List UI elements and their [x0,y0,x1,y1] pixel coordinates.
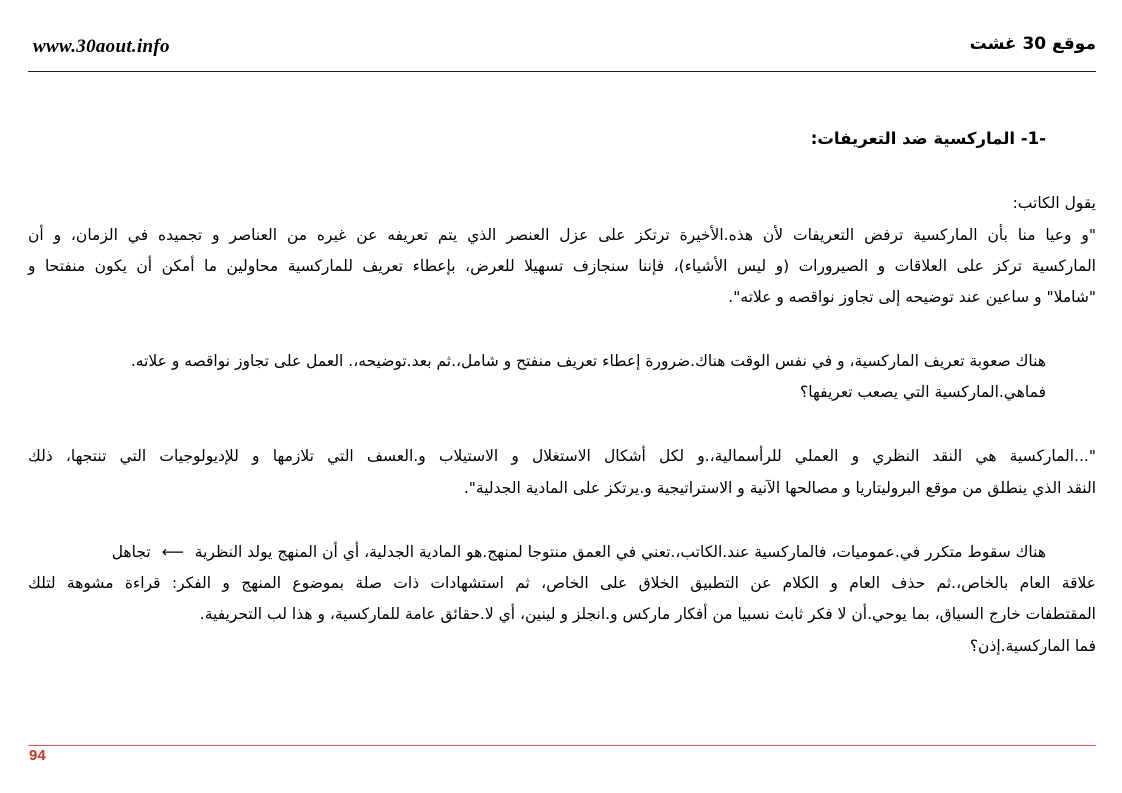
paragraph-line: المقتطفات خارج السياق، بما يوحي.أن لا فكر ثابث نسبيا من أفكار ماركس و.انجلز و لينين، أي لا.حقائق عامة للماركسية، و هذا لب التحريفية. [199,605,1096,623]
paragraph-line [28,537,1046,567]
paragraph-line: "و وعيا منا بأن الماركسية ترفض التعريفات لأن هذه.الأخيرة ترتكز على عزل العنصر الذي يتم تعريفه عن غيره من العناصر و تجميده في الزمان، و أن [28,226,1096,244]
page-content [28,0,1096,793]
paragraph-text: تجاهل [111,543,151,561]
paragraph-text: هناك سقوط متكرر في.عموميات، فالماركسية عند.الكاتب،.تعني في العمق منتوجا لمنهج.هو المادية الجدلية، أي أن المنهج يولد النظرية [194,543,1046,561]
paragraph-line: الماركسية تركز على العلاقات و الصيرورات (و ليس الأشياء)، فإننا سنجازف تسهيلا للعرض، بإعطاء تعريف للماركسية محاولين ما أمكن أن يكون منفتحا و [28,257,1096,275]
page-number: 94 [29,747,46,764]
header-title: موقع 30 غشت [969,34,1096,54]
paragraph-line: هناك صعوبة تعريف الماركسية، و في نفس الوقت هناك.ضرورة إعطاء تعريف منفتح و شامل،.ثم بعد.توضيحه،. العمل على تجاوز نواقصه و علاته. [130,352,1046,370]
site-url: www.30aout.info [33,36,170,57]
paragraph-line: النقد الذي ينطلق من موقع البروليتاريا و مصالحها الآنية و الاستراتيجية و.يرتكز على المادية الجدلية". [463,479,1096,497]
paragraph-line: فماهي.الماركسية التي يصعب تعريفها؟ [800,383,1046,401]
paragraph-line: "شاملا" و ساعين عند توضيحه إلى تجاوز نواقصه و علاته". [728,288,1096,306]
paragraph-line: علاقة العام بالخاص،.ثم حذف العام و الكلام عن التطبيق الخلاق على الخاص، ثم استشهادات ذات صلة بموضوع المنهج و الفكر: قراءة مشوهة لتلك [28,574,1096,592]
paragraph-line: يقول الكاتب: [1012,194,1096,212]
arrow-left-icon: ⟵ [161,543,184,561]
paragraph-line: فما الماركسية.إذن؟ [969,637,1096,655]
paragraph-line: "...الماركسية هي النقد النظري و العملي للرأسمالية،.و لكل أشكال الاستغلال و الاستيلاب و.العسف التي تلازمها و للإديولوجيات التي تنتجها، ذلك [28,447,1096,465]
footer-divider [28,745,1096,746]
section-heading: -1- الماركسية ضد التعريفات: [810,129,1046,148]
